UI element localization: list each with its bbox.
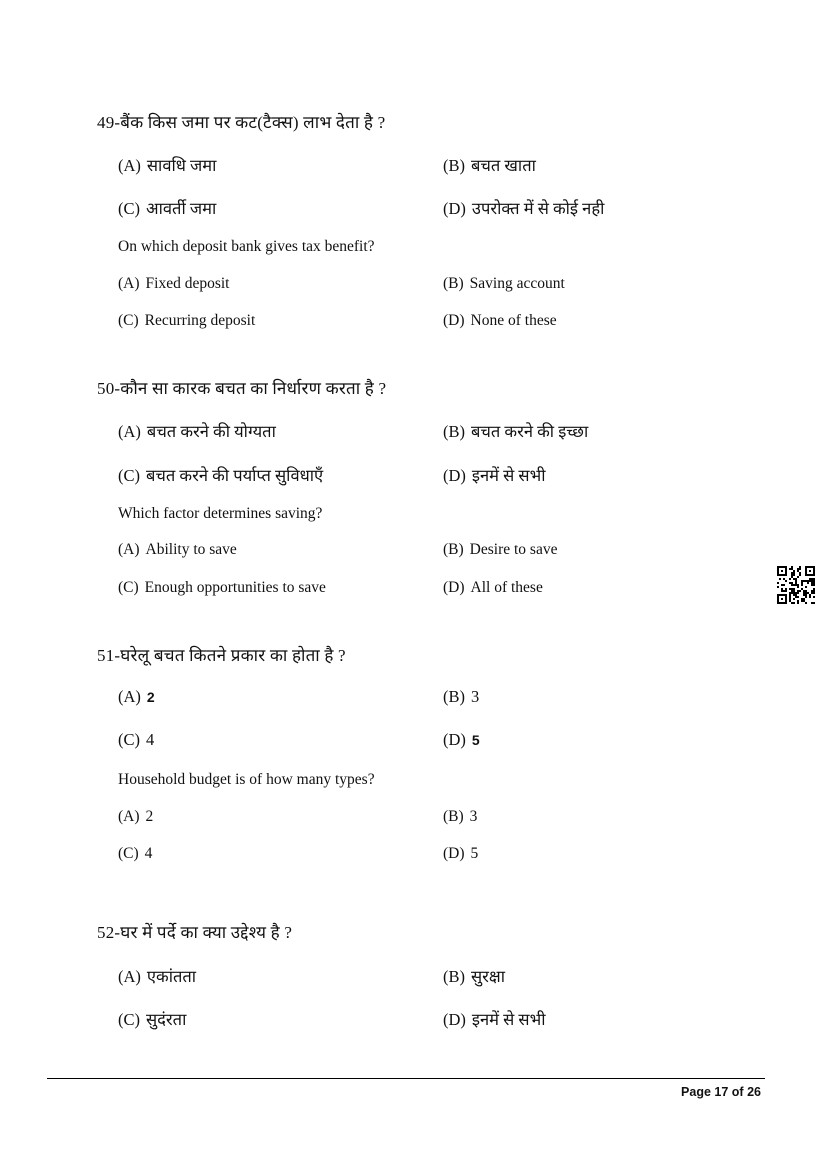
q49-english-option-c: (C) Recurring deposit (118, 312, 256, 329)
q51-hindi-option-c: (C) 4 (118, 730, 155, 749)
q49-hindi-option-a: (A) सावधि जमा (118, 156, 217, 175)
q49-hindi-option-b: (B) बचत खाता (443, 156, 536, 175)
page-number: Page 17 of 26 (681, 1085, 761, 1099)
q51-english-option-c: (C) 4 (118, 845, 153, 862)
q51-english-option-a: (A) 2 (118, 808, 154, 825)
question-49-english: On which deposit bank gives tax benefit? (118, 238, 375, 255)
q50-hindi-option-b: (B) बचत करने की इच्छा (443, 422, 589, 441)
q49-english-option-a: (A) Fixed deposit (118, 275, 230, 292)
q50-english-option-d: (D) All of these (443, 579, 543, 596)
q52-hindi-option-a: (A) एकांतता (118, 967, 197, 986)
q52-hindi-option-b: (B) सुरक्षा (443, 967, 506, 986)
qr-code-icon (777, 566, 815, 604)
q50-english-option-a: (A) Ability to save (118, 541, 237, 558)
q49-english-option-b: (B) Saving account (443, 275, 565, 292)
question-51-english: Household budget is of how many types? (118, 771, 375, 788)
q51-hindi-option-a: (A) 2 (118, 687, 155, 706)
q51-hindi-option-d: (D) 5 (443, 730, 480, 749)
q50-english-option-b: (B) Desire to save (443, 541, 558, 558)
q52-hindi-option-c: (C) सुदंरता (118, 1010, 187, 1029)
q49-english-option-d: (D) None of these (443, 312, 557, 329)
question-49-hindi: 49-बैंक किस जमा पर कट(टैक्स) लाभ देता है ? (97, 113, 386, 132)
question-50-english: Which factor determines saving? (118, 505, 323, 522)
q51-english-option-b: (B) 3 (443, 808, 478, 825)
footer-divider (47, 1078, 765, 1079)
q49-hindi-option-d: (D) उपरोक्त में से कोई नही (443, 199, 605, 218)
q50-english-option-c: (C) Enough opportunities to save (118, 579, 326, 596)
q49-hindi-option-c: (C) आवर्ती जमा (118, 199, 217, 218)
q51-english-option-d: (D) 5 (443, 845, 479, 862)
q52-hindi-option-d: (D) इनमें से सभी (443, 1010, 546, 1029)
question-51-hindi: 51-घरेलू बचत कितने प्रकार का होता है ? (97, 646, 346, 665)
q50-hindi-option-a: (A) बचत करने की योग्यता (118, 422, 276, 441)
question-50-hindi: 50-कौन सा कारक बचत का निर्धारण करता है ? (97, 379, 387, 398)
q50-hindi-option-d: (D) इनमें से सभी (443, 466, 546, 485)
question-52-hindi: 52-घर में पर्दे का क्या उद्देश्य है ? (97, 923, 293, 942)
q51-hindi-option-b: (B) 3 (443, 687, 480, 706)
q50-hindi-option-c: (C) बचत करने की पर्याप्त सुविधाएँ (118, 466, 324, 485)
